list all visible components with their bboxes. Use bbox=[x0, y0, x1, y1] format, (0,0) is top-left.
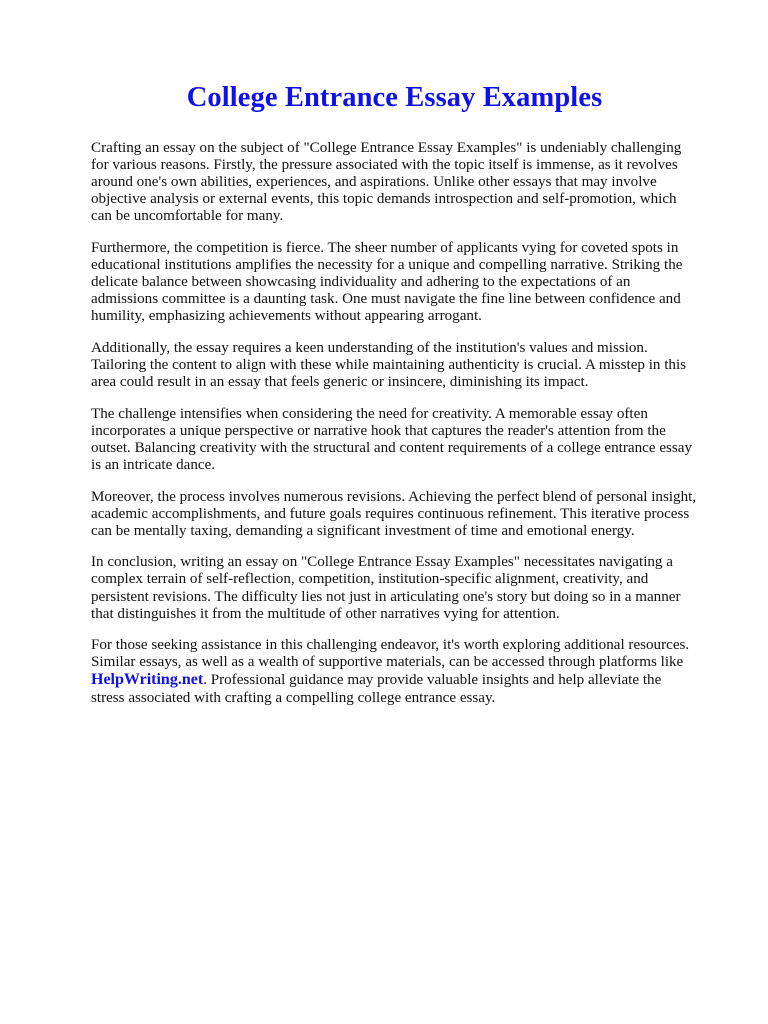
paragraph-3: Additionally, the essay requires a keen understanding of the institution's values and mission. Tailoring the content to align with these while maintaining authenticity is crucial. A misstep in this area could result in an essay that feels generic or insincere, diminishing its impact. bbox=[91, 339, 687, 391]
paragraph-4: The challenge intensifies when considering the need for creativity. A memorable essay often incorporates a unique perspective or narrative hook that captures the reader's attention from the outset. Balancing creativity with the structural and content requirements of a college entrance essay is an intricate dance. bbox=[91, 405, 693, 473]
closing-paragraph bbox=[91, 637, 698, 706]
paragraph-5: Moreover, the process involves numerous revisions. Achieving the perfect blend of personal insight, academic accomplishments, and future goals requires continuous refinement. This iterative process can be mentally taxing, demanding a significant investment of time and emotional energy. bbox=[91, 488, 697, 539]
closing-text-before-link: For those seeking assistance in this challenging endeavor, it's worth exploring additional resources. Similar essays, as well as a wealth of supportive materials, can be accessed through platforms like bbox=[91, 637, 690, 671]
helpwriting-link[interactable]: HelpWriting.net bbox=[91, 671, 204, 689]
paragraph-2: Furthermore, the competition is fierce. The sheer number of applicants vying for coveted spots in educational institutions amplifies the necessity for a unique and compelling narrative. Striking the delicate balance between showcasing individuality and adhering to the expectations of an admissions committee is a daunting task. One must navigate the fine line between confidence and humility, emphasizing achievements without appearing arrogant. bbox=[91, 239, 683, 325]
paragraph-6: In conclusion, writing an essay on "College Entrance Essay Examples" necessitates navigating a complex terrain of self-reflection, competition, institution-specific alignment, creativity, and persistent revisions. The difficulty lies not just in articulating one's story but doing so in a manner that distinguishes it from the multitude of other narratives vying for attention. bbox=[91, 554, 681, 622]
paragraph-1: Crafting an essay on the subject of "College Entrance Essay Examples" is undeniably challenging for various reasons. Firstly, the pressure associated with the topic itself is immense, as it revolves around one's own abilities, experiences, and aspirations. Unlike other essays that may involve objective analysis or external events, this topic demands introspection and self-promotion, which can be uncomfortable for many. bbox=[91, 140, 682, 225]
closing-text-after-link: . Professional guidance may provide valuable insights and help alleviate the stress associated with crafting a compelling college entrance essay. bbox=[91, 672, 662, 706]
document-body bbox=[91, 140, 698, 707]
document-title: College Entrance Essay Examples bbox=[186, 82, 603, 113]
